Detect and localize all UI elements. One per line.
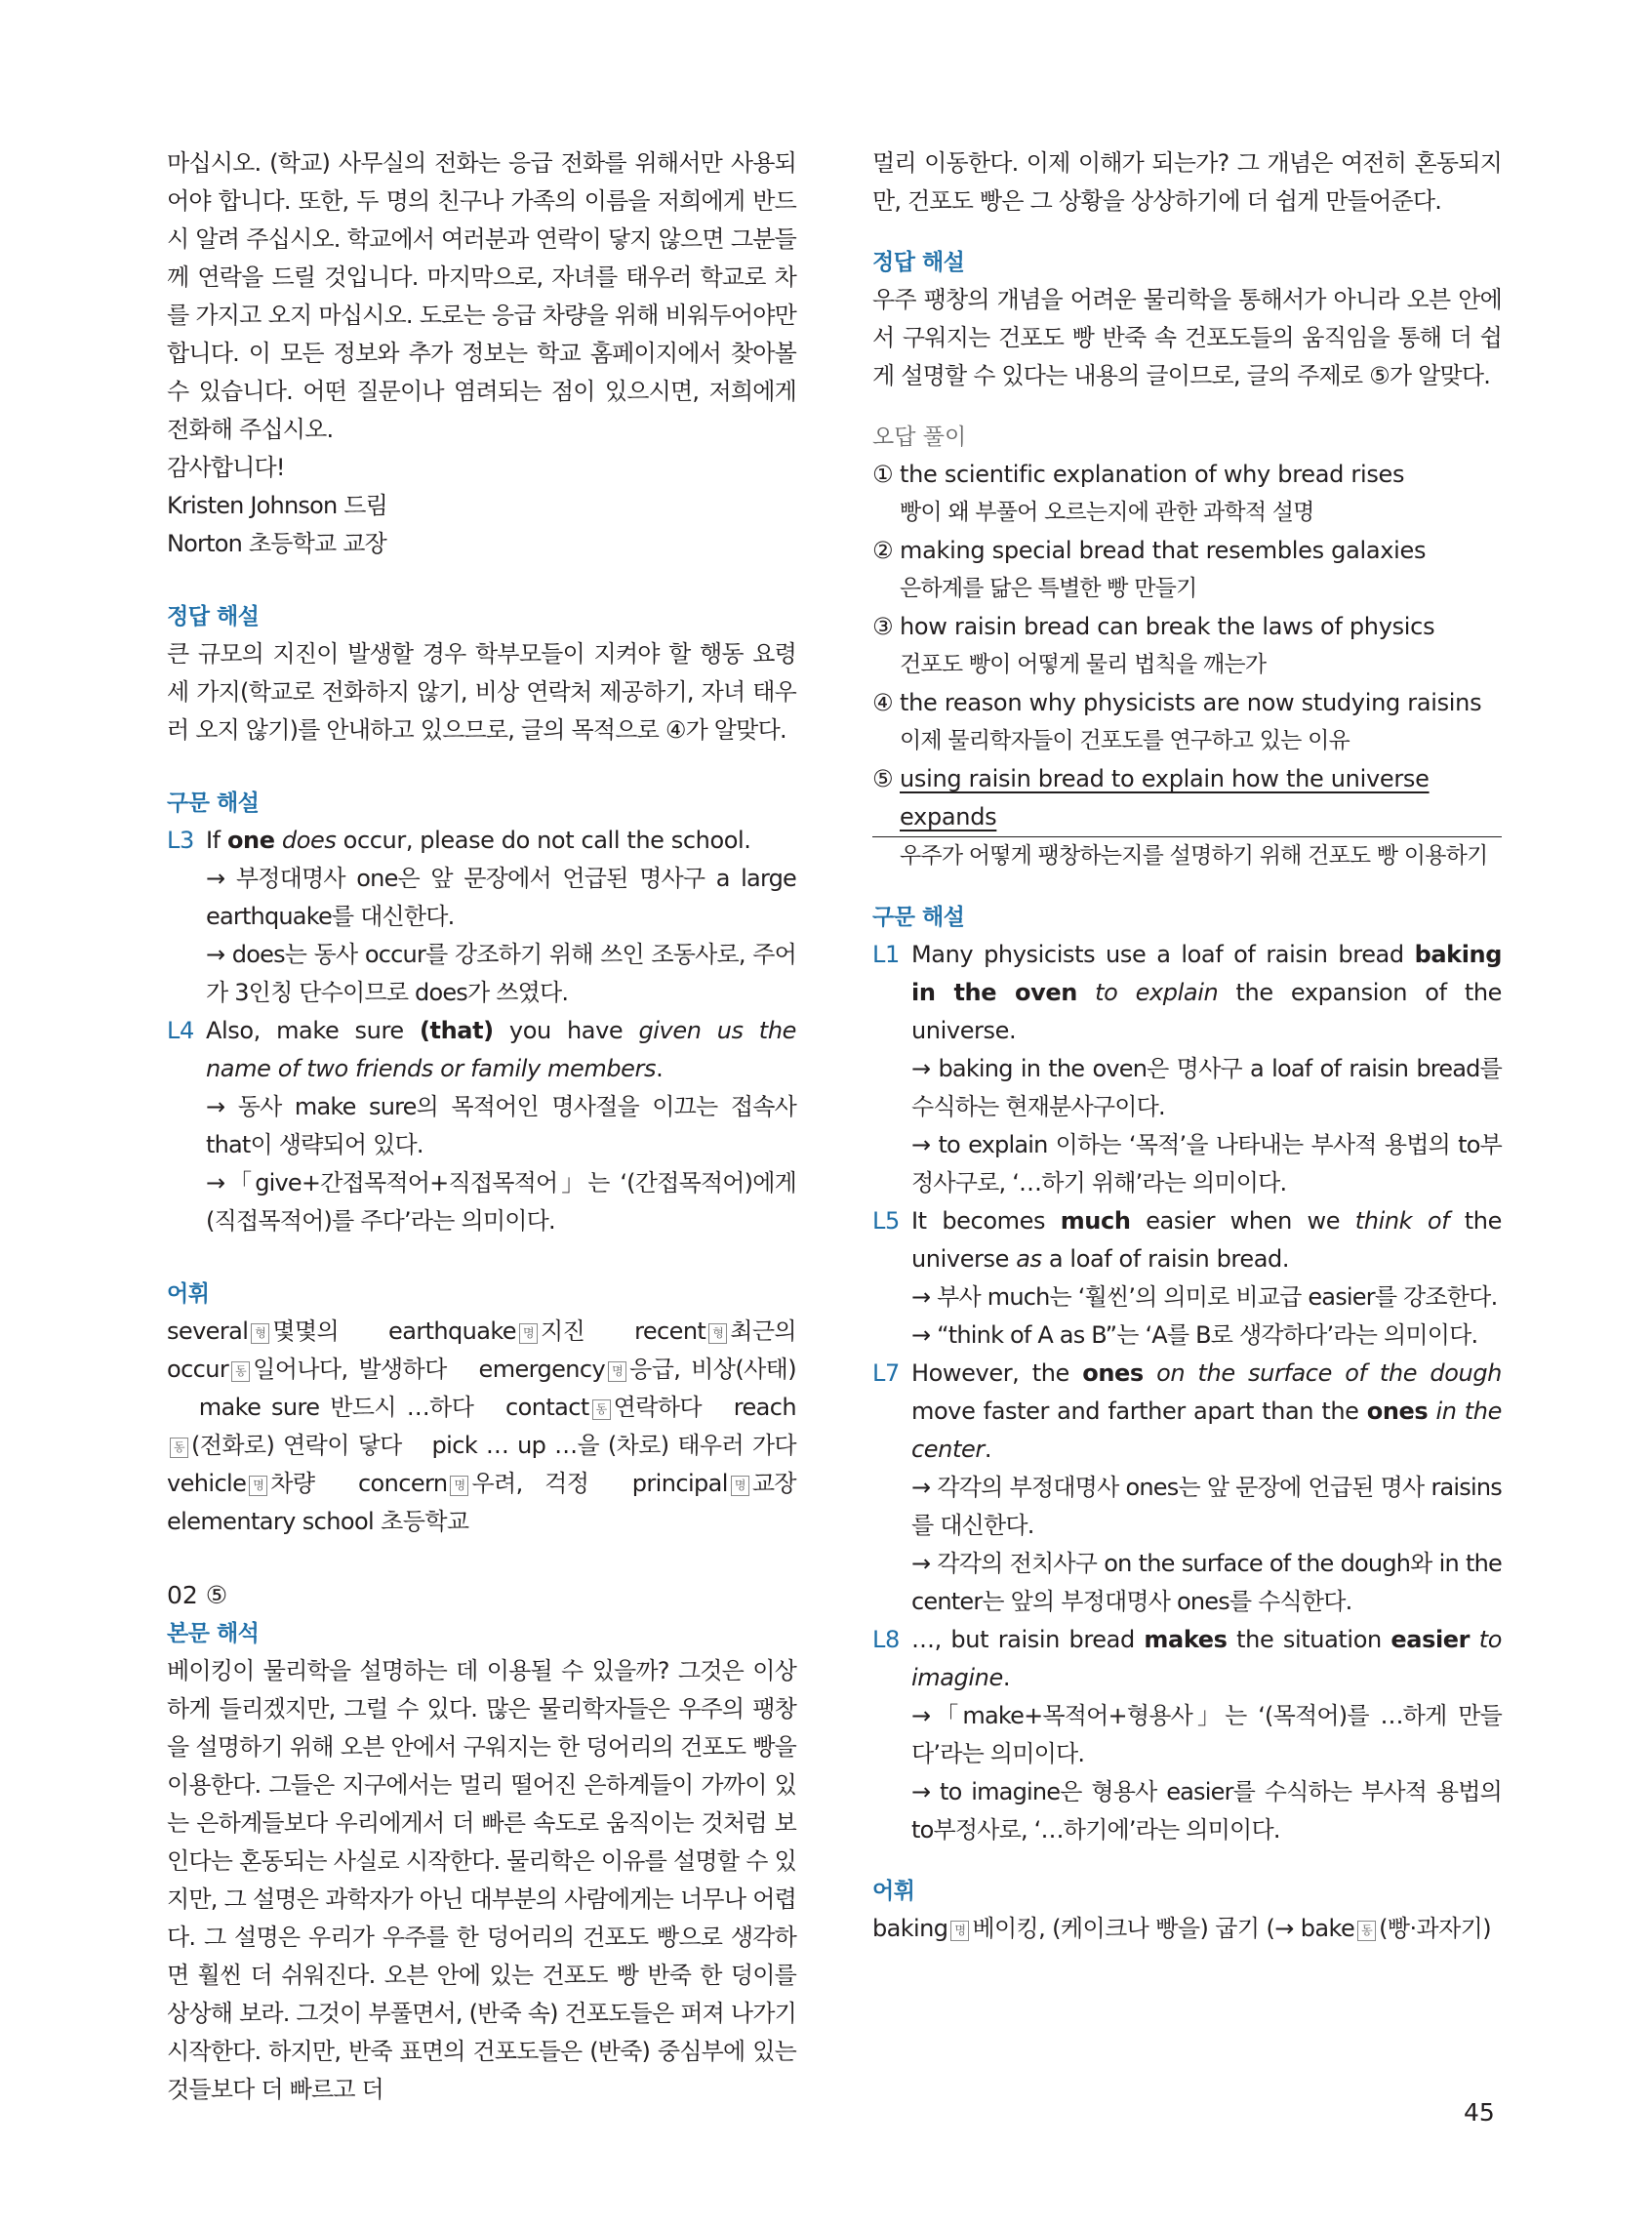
vocab-entry: vehicle 명 차량 bbox=[167, 1470, 315, 1497]
syntax-note: →「make+목적어+형용사」는 ‘(목적어)를 …하게 만들다’라는 의미이다. bbox=[911, 1702, 1502, 1767]
line-tag: L4 bbox=[167, 1017, 194, 1044]
syntax-note: → 각각의 전치사구 on the surface of the dough와 in the center는 앞의 부정대명사 ones를 수식한다. bbox=[911, 1550, 1502, 1615]
vocab-entry: emergency 명 응급, 비상(사태) bbox=[478, 1356, 797, 1383]
pos-badge: 형 bbox=[251, 1323, 269, 1344]
syntax-note: → to imagine은 형용사 easier를 수식하는 부사적 용법의 to부정사로, ‘…하기에’라는 의미이다. bbox=[911, 1778, 1502, 1844]
syntax-heading: 구문 해설 bbox=[872, 905, 965, 930]
question-number: 02 ⑤ bbox=[167, 1581, 228, 1609]
translation-text: 베이킹이 물리학을 설명하는 데 이용될 수 있을까? 그것은 이상하게 들리겠지만, 그럴 수 있다. 많은 물리학자들은 우주의 팽창을 설명하기 위해 오븐 안에서 구워지는 한 덩어리의 건포도 빵을 이용한다. 그들은 지구에서는 멀리 떨어진 은하계들이 가까이 있는 은하계들보다 우리에게서 더 빠른 속도로 움직이는 것처럼 보인다는 혼동되는 사실로 시작한다. 물리학은 이유를 설명할 수 있지만, 그 설명은 과학자가 아닌 대부분의 사람에게는 너무나 어렵다. 그 설명은 우리가 우주를 한 덩어리의 건포도 빵으로 생각하면 훨씬 더 쉬워진다. 오븐 안에 있는 건포도 빵 반죽 한 덩이를 상상해 보라. 그것이 부풀면서, (반죽 속) 건포도들은 퍼져 나가기 시작한다. 하지만, 반죽 표면의 건포도들은 (반죽) 중심부에 있는 것들보다 더 빠르고 더 bbox=[167, 1657, 797, 2103]
pos-badge: 명 bbox=[519, 1323, 538, 1344]
answer-heading: 정답 해설 bbox=[872, 250, 965, 275]
syntax-note: → to explain 이하는 ‘목적’을 나타내는 부사적 용법의 to부정사구로, ‘…하기 위해’라는 의미이다. bbox=[911, 1131, 1502, 1196]
option-3-translation: 건포도 빵이 어떻게 물리 법칙을 깨는가 bbox=[900, 652, 1267, 677]
pos-badge: 명 bbox=[731, 1476, 749, 1496]
option-2: ② making special bread that resembles galaxies bbox=[872, 537, 1427, 564]
vocab-entry: elementary school 초등학교 bbox=[167, 1508, 469, 1535]
syntax-note: → 동사 make sure의 목적어인 명사절을 이끄는 접속사 that이 생략되어 있다. bbox=[206, 1093, 796, 1158]
option-3: ③ how raisin bread can break the laws of physics bbox=[872, 613, 1435, 640]
line-tag: L7 bbox=[872, 1359, 900, 1387]
pos-badge: 형 bbox=[708, 1323, 727, 1344]
line-tag: L3 bbox=[167, 827, 194, 854]
syntax-sentence: It becomes much easier when we think of the universe as a loaf of raisin bread. bbox=[911, 1207, 1502, 1273]
syntax-line-l7 bbox=[872, 1355, 1502, 1469]
letter-thanks: 감사합니다! bbox=[167, 454, 285, 481]
pos-badge: 동 bbox=[170, 1438, 188, 1458]
line-tag: L1 bbox=[872, 941, 900, 968]
option-4-translation: 이제 물리학자들이 건포도를 연구하고 있는 이유 bbox=[900, 728, 1350, 753]
vocab-entry: pick … up …을 (차로) 태우러 가다 bbox=[431, 1432, 797, 1459]
syntax-note: → does는 동사 occur를 강조하기 위해 쓰인 조동사로, 주어가 3인칭 단수이므로 does가 쓰였다. bbox=[206, 941, 796, 1006]
pos-badge: 명 bbox=[249, 1476, 267, 1496]
vocab-entry: reach 동 (전화로) 연락이 닿다 bbox=[167, 1394, 796, 1459]
vocab-entry: several 형 몇몇의 bbox=[167, 1317, 340, 1345]
syntax-line-l5 bbox=[872, 1202, 1502, 1278]
syntax-note: → 부정대명사 one은 앞 문장에서 언급된 명사구 a large earthquake를 대신한다. bbox=[206, 865, 796, 930]
translation-continued: 멀리 이동한다. 이제 이해가 되는가? 그 개념은 여전히 혼동되지만, 건포도 빵은 그 상황을 상상하기에 더 쉽게 만들어준다. bbox=[872, 149, 1502, 215]
syntax-line-l8 bbox=[872, 1621, 1502, 1697]
answer-heading: 정답 해설 bbox=[167, 604, 260, 629]
right-column bbox=[872, 144, 1502, 1948]
pos-badge: 동 bbox=[592, 1399, 611, 1420]
option-5-correct: ⑤ using raisin bread to explain how the universe expands bbox=[872, 765, 1430, 831]
pos-badge: 명 bbox=[950, 1921, 969, 1941]
vocab-heading: 어휘 bbox=[167, 1281, 210, 1307]
vocab-heading: 어휘 bbox=[872, 1879, 915, 1904]
syntax-line-l1 bbox=[872, 936, 1502, 1050]
vocab-list bbox=[167, 1313, 796, 1541]
vocab-entry: occur 동 일어나다, 발생하다 bbox=[167, 1356, 447, 1383]
wrong-answers-heading: 오답 풀이 bbox=[872, 425, 967, 450]
syntax-note: → 부사 much는 ‘훨씬’의 의미로 비교급 easier를 강조한다. bbox=[911, 1283, 1498, 1311]
pos-badge: 명 bbox=[450, 1476, 468, 1496]
syntax-line-l4 bbox=[167, 1012, 796, 1088]
pos-badge: 명 bbox=[608, 1361, 626, 1382]
option-2-translation: 은하계를 닮은 특별한 빵 만들기 bbox=[900, 576, 1197, 601]
syntax-sentence: However, the ones on the surface of the dough move faster and farther apart than the ones in the center. bbox=[911, 1359, 1502, 1463]
syntax-heading: 구문 해설 bbox=[167, 790, 260, 816]
letter-signature-name: Kristen Johnson 드림 bbox=[167, 492, 387, 519]
syntax-line-l3 bbox=[167, 822, 796, 860]
option-5-translation: 우주가 어떻게 팽창하는지를 설명하기 위해 건포도 빵 이용하기 bbox=[872, 836, 1502, 875]
option-1-translation: 빵이 왜 부풀어 오르는지에 관한 과학적 설명 bbox=[900, 500, 1314, 525]
translation-heading: 본문 해석 bbox=[167, 1621, 260, 1646]
pos-badge: 동 bbox=[231, 1361, 250, 1382]
vocab-entry: recent 형 최근의 bbox=[634, 1317, 797, 1345]
pos-badge: 동 bbox=[1357, 1921, 1376, 1941]
vocab-entry: earthquake 명 지진 bbox=[388, 1317, 585, 1345]
syntax-note: → “think of A as B”는 ‘A를 B로 생각하다’라는 의미이다. bbox=[911, 1321, 1478, 1349]
vocab-entry: make sure 반드시 …하다 bbox=[198, 1394, 474, 1421]
vocab-list: baking 명 베이킹, (케이크나 빵을) 굽기 (→ bake 동 (빵·과자기) bbox=[872, 1915, 1492, 1942]
vocab-entry: concern 명 우려, 걱정 bbox=[357, 1470, 589, 1497]
page-number: 45 bbox=[1464, 2098, 1495, 2127]
option-1: ① the scientific explanation of why bread rises bbox=[872, 461, 1405, 488]
syntax-sentence: …, but raisin bread makes the situation easier to imagine. bbox=[911, 1626, 1502, 1691]
syntax-sentence: Many physicists use a loaf of raisin bread baking in the oven to explain the expansion of the universe. bbox=[911, 941, 1503, 1044]
syntax-note: →「give+간접목적어+직접목적어」는 ‘(간접목적어)에게 (직접목적어)를 주다’라는 의미이다. bbox=[206, 1169, 796, 1235]
syntax-sentence: Also, make sure (that) you have given us the name of two friends or family members. bbox=[206, 1017, 796, 1082]
syntax-note: → baking in the oven은 명사구 a loaf of raisin bread를 수식하는 현재분사구이다. bbox=[911, 1055, 1502, 1120]
letter-body: 마십시오. (학교) 사무실의 전화는 응급 전화를 위해서만 사용되어야 합니다. 또한, 두 명의 친구나 가족의 이름을 저희에게 반드시 알려 주십시오. 학교에서 여러분과 연락이 닿지 않으면 그분들께 연락을 드릴 것입니다. 마지막으로, 자녀를 태우러 학교로 차를 가지고 오지 마십시오. 도로는 응급 차량을 위해 비워두어야만 합니다. 이 모든 정보와 추가 정보는 학교 홈페이지에서 찾아볼 수 있습니다. 어떤 질문이나 염려되는 점이 있으시면, 저희에게 전화해 주십시오. bbox=[167, 149, 796, 443]
line-tag: L5 bbox=[872, 1207, 900, 1235]
left-column bbox=[167, 144, 796, 2109]
answer-explanation: 우주 팽창의 개념을 어려운 물리학을 통해서가 아니라 오븐 안에서 구워지는 건포도 빵 반죽 속 건포도들의 움직임을 통해 더 쉽게 설명할 수 있다는 내용의 글이므로, 글의 주제로 ⑤가 알맞다. bbox=[872, 286, 1502, 389]
option-4: ④ the reason why physicists are now studying raisins bbox=[872, 689, 1482, 716]
vocab-entry: contact 동 연락하다 bbox=[505, 1394, 703, 1421]
syntax-note: → 각각의 부정대명사 ones는 앞 문장에 언급된 명사 raisins를 대신한다. bbox=[911, 1474, 1502, 1539]
letter-signature-title: Norton 초등학교 교장 bbox=[167, 530, 386, 557]
line-tag: L8 bbox=[872, 1626, 900, 1653]
vocab-entry: principal 명 교장 bbox=[631, 1470, 797, 1497]
answer-explanation: 큰 규모의 지진이 발생할 경우 학부모들이 지켜야 할 행동 요령 세 가지(학교로 전화하지 않기, 비상 연락처 제공하기, 자녀 태우러 오지 않기)를 안내하고 있으므로, 글의 목적으로 ④가 알맞다. bbox=[167, 640, 796, 744]
syntax-sentence: If one does occur, please do not call the school. bbox=[206, 827, 751, 854]
